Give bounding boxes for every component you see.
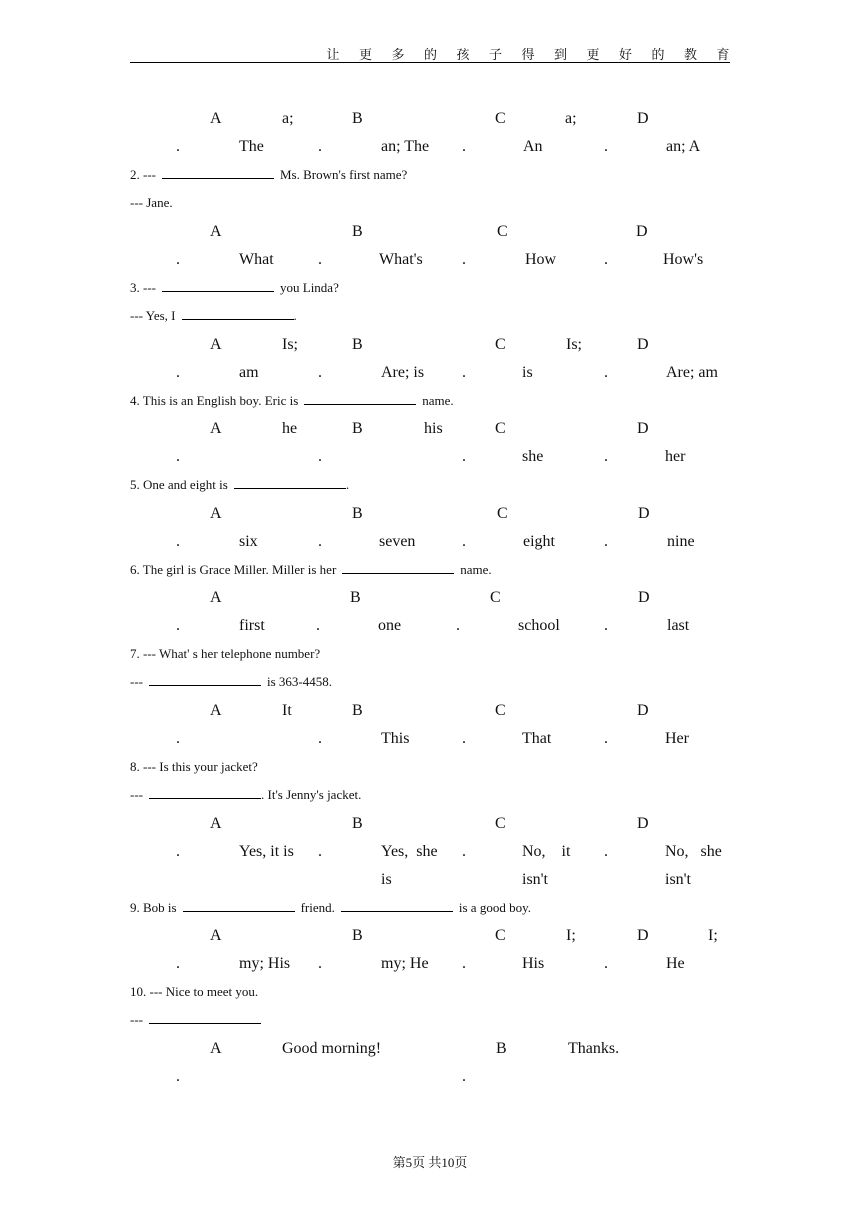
q2-prefix: 2. --- bbox=[130, 167, 156, 182]
question-4 bbox=[130, 393, 454, 409]
option-b-text: his bbox=[424, 420, 443, 437]
option-dot: . bbox=[318, 251, 322, 268]
option-c-letter: C bbox=[495, 927, 506, 944]
option-d-text: nine bbox=[667, 533, 695, 550]
option-dot: . bbox=[462, 955, 466, 972]
option-dot: . bbox=[462, 533, 466, 550]
option-d-letter: D bbox=[637, 927, 649, 944]
option-a-letter: A bbox=[210, 815, 222, 832]
q4-suffix: name. bbox=[422, 393, 454, 408]
answer-blank bbox=[149, 675, 261, 686]
option-dot: . bbox=[462, 448, 466, 465]
option-c-letter: C bbox=[495, 336, 506, 353]
option-dot: . bbox=[456, 617, 460, 634]
q4-prefix: 4. This is an English boy. Eric is bbox=[130, 393, 299, 408]
option-d-text: Are; am bbox=[666, 364, 718, 381]
option-c-letter: C bbox=[495, 702, 506, 719]
option-b-letter: B bbox=[352, 927, 363, 944]
option-dot: . bbox=[318, 364, 322, 381]
option-d-letter: D bbox=[637, 336, 649, 353]
answer-blank bbox=[341, 901, 453, 912]
option-b-letter: B bbox=[350, 589, 361, 606]
option-dot: . bbox=[318, 955, 322, 972]
question-10: 10. --- Nice to meet you. bbox=[130, 984, 259, 999]
option-b-text: Are; is bbox=[381, 364, 425, 381]
option-dot: . bbox=[604, 448, 608, 465]
option-dot: . bbox=[462, 843, 466, 860]
option-b-letter: B bbox=[496, 1040, 507, 1057]
question-5 bbox=[130, 477, 349, 493]
option-a-text: Yes, it is bbox=[239, 843, 294, 860]
option-a-letter: A bbox=[210, 336, 222, 353]
option-dot: . bbox=[318, 843, 322, 860]
option-dot: . bbox=[176, 364, 180, 381]
option-a-text: six bbox=[239, 533, 258, 550]
option-d-letter: D bbox=[636, 223, 648, 240]
option-c-text2: An bbox=[523, 138, 543, 155]
option-a-letter: A bbox=[210, 420, 222, 437]
option-dot: . bbox=[604, 364, 608, 381]
answer-blank bbox=[304, 394, 416, 405]
option-dot: . bbox=[604, 533, 608, 550]
option-d-letter: D bbox=[637, 702, 649, 719]
option-c-letter: C bbox=[497, 505, 508, 522]
option-dot: . bbox=[176, 138, 180, 155]
option-c-text: school bbox=[518, 617, 560, 634]
q3-prefix: 3. --- bbox=[130, 280, 156, 295]
option-dot: . bbox=[316, 617, 320, 634]
option-a-text: my; His bbox=[239, 955, 291, 972]
option-b-text: my; He bbox=[381, 955, 429, 972]
option-b-text: an; The bbox=[381, 138, 430, 155]
q8-line2 bbox=[130, 787, 361, 803]
page-header bbox=[130, 44, 749, 63]
q3-line2 bbox=[130, 308, 297, 324]
answer-blank bbox=[162, 168, 274, 179]
option-b-text: Thanks. bbox=[568, 1040, 620, 1057]
option-b-text-cont: is bbox=[381, 871, 392, 888]
option-b-letter: B bbox=[352, 702, 363, 719]
option-dot: . bbox=[176, 251, 180, 268]
option-b-letter: B bbox=[352, 223, 363, 240]
option-a-text: a; bbox=[282, 110, 294, 127]
option-c-letter: C bbox=[495, 815, 506, 832]
option-a-letter: A bbox=[210, 589, 222, 606]
option-c-text: No, it bbox=[522, 843, 571, 860]
option-c-text: I; bbox=[566, 927, 576, 944]
option-c-letter: C bbox=[495, 420, 506, 437]
option-c-text: Is; bbox=[566, 336, 582, 353]
option-dot: . bbox=[462, 1068, 466, 1085]
question-9 bbox=[130, 900, 531, 916]
q8-line2-prefix: --- bbox=[130, 787, 143, 802]
option-d-text: How's bbox=[663, 251, 704, 268]
option-d-letter: D bbox=[637, 110, 649, 127]
q5-suffix: . bbox=[345, 477, 350, 492]
option-c-letter: C bbox=[495, 110, 506, 127]
option-dot: . bbox=[318, 533, 322, 550]
option-a-text: Good morning! bbox=[282, 1040, 382, 1057]
q7-line2-suffix: is 363-4458. bbox=[267, 674, 332, 689]
option-c-text: eight bbox=[523, 533, 555, 550]
q9-prefix: 9. Bob is bbox=[130, 900, 177, 915]
option-c-letter: C bbox=[497, 223, 508, 240]
option-c-text2: His bbox=[522, 955, 545, 972]
option-d-text: I; bbox=[708, 927, 718, 944]
option-dot: . bbox=[176, 955, 180, 972]
option-dot: . bbox=[604, 730, 608, 747]
option-b-letter: B bbox=[352, 505, 363, 522]
header-slogan: 让更多的孩子得到更好的教育 bbox=[326, 48, 749, 63]
page-number: 第5页 共10页 bbox=[392, 1155, 468, 1170]
option-c-text: she bbox=[522, 448, 544, 465]
option-dot: . bbox=[604, 843, 608, 860]
option-c-text2: is bbox=[522, 364, 533, 381]
q2-suffix: Ms. Brown's first name? bbox=[280, 167, 408, 182]
option-dot: . bbox=[176, 617, 180, 634]
option-c-letter: C bbox=[490, 589, 501, 606]
option-d-letter: D bbox=[637, 815, 649, 832]
option-a-letter: A bbox=[210, 1040, 222, 1057]
option-a-letter: A bbox=[210, 702, 222, 719]
option-a-text: What bbox=[239, 251, 274, 268]
option-a-text: It bbox=[282, 702, 292, 719]
option-dot: . bbox=[604, 138, 608, 155]
question-7: 7. --- What' s her telephone number? bbox=[130, 646, 321, 661]
q9-suffix: is a good boy. bbox=[458, 900, 531, 915]
option-a-text2: The bbox=[239, 138, 264, 155]
q6-prefix: 6. The girl is Grace Miller. Miller is her bbox=[130, 562, 337, 577]
option-dot: . bbox=[176, 448, 180, 465]
option-dot: . bbox=[604, 251, 608, 268]
option-b-letter: B bbox=[352, 815, 363, 832]
option-b-letter: B bbox=[352, 420, 363, 437]
option-d-text: an; A bbox=[666, 138, 701, 155]
q7-line2 bbox=[130, 674, 332, 690]
option-b-text: seven bbox=[379, 533, 416, 550]
answer-blank bbox=[182, 309, 294, 320]
option-dot: . bbox=[318, 448, 322, 465]
option-d-letter: D bbox=[638, 505, 650, 522]
option-dot: . bbox=[176, 533, 180, 550]
q3-suffix: you Linda? bbox=[280, 280, 339, 295]
option-a-letter: A bbox=[210, 223, 222, 240]
q5-prefix: 5. One and eight is bbox=[130, 477, 228, 492]
option-d-text: No, she bbox=[665, 843, 722, 860]
question-3 bbox=[130, 280, 339, 296]
option-dot: . bbox=[462, 364, 466, 381]
option-c-text: a; bbox=[565, 110, 577, 127]
option-d-text2: He bbox=[666, 955, 685, 972]
option-dot: . bbox=[176, 730, 180, 747]
question-6 bbox=[130, 562, 492, 578]
q2-answer: --- Jane. bbox=[130, 195, 173, 210]
option-a-letter: A bbox=[210, 110, 222, 127]
option-c-text: That bbox=[522, 730, 552, 747]
option-b-text: What's bbox=[379, 251, 423, 268]
option-b-text: Yes, she bbox=[381, 843, 438, 860]
answer-blank bbox=[149, 788, 261, 799]
option-dot: . bbox=[462, 730, 466, 747]
option-a-text: first bbox=[239, 617, 265, 634]
answer-blank bbox=[234, 478, 346, 489]
answer-blank bbox=[149, 1013, 261, 1024]
option-dot: . bbox=[604, 617, 608, 634]
question-2 bbox=[130, 167, 407, 183]
q6-suffix: name. bbox=[460, 562, 492, 577]
q10-line2-prefix: --- bbox=[130, 1012, 143, 1027]
option-dot: . bbox=[462, 251, 466, 268]
option-b-letter: B bbox=[352, 110, 363, 127]
answer-blank bbox=[342, 563, 454, 574]
option-d-letter: D bbox=[637, 420, 649, 437]
option-b-letter: B bbox=[352, 336, 363, 353]
answer-blank bbox=[162, 281, 274, 292]
option-d-text: her bbox=[665, 448, 686, 465]
option-b-text: one bbox=[378, 617, 402, 634]
option-dot: . bbox=[462, 138, 466, 155]
question-8: 8. --- Is this your jacket? bbox=[130, 759, 258, 774]
option-b-text: This bbox=[381, 730, 410, 747]
option-dot: . bbox=[318, 730, 322, 747]
option-d-text-cont: isn't bbox=[665, 871, 691, 888]
answer-blank bbox=[183, 901, 295, 912]
option-dot: . bbox=[318, 138, 322, 155]
q7-line2-prefix: --- bbox=[130, 674, 143, 689]
option-d-text: Her bbox=[665, 730, 689, 747]
option-a-text2: am bbox=[239, 364, 259, 381]
q8-line2-suffix: . It's Jenny's jacket. bbox=[261, 787, 362, 802]
option-c-text-cont: isn't bbox=[522, 871, 548, 888]
option-c-text: How bbox=[525, 251, 557, 268]
q3-line2-suffix: . bbox=[293, 308, 297, 323]
q10-line2 bbox=[130, 1012, 267, 1028]
option-dot: . bbox=[176, 1068, 180, 1085]
option-dot: . bbox=[604, 955, 608, 972]
option-a-text: he bbox=[282, 420, 298, 437]
option-d-letter: D bbox=[638, 589, 650, 606]
option-dot: . bbox=[176, 843, 180, 860]
option-d-text: last bbox=[667, 617, 690, 634]
q9-mid: friend. bbox=[300, 900, 335, 915]
option-a-letter: A bbox=[210, 505, 222, 522]
option-a-letter: A bbox=[210, 927, 222, 944]
q3-line2-prefix: --- Yes, I bbox=[130, 308, 176, 323]
option-a-text: Is; bbox=[282, 336, 298, 353]
